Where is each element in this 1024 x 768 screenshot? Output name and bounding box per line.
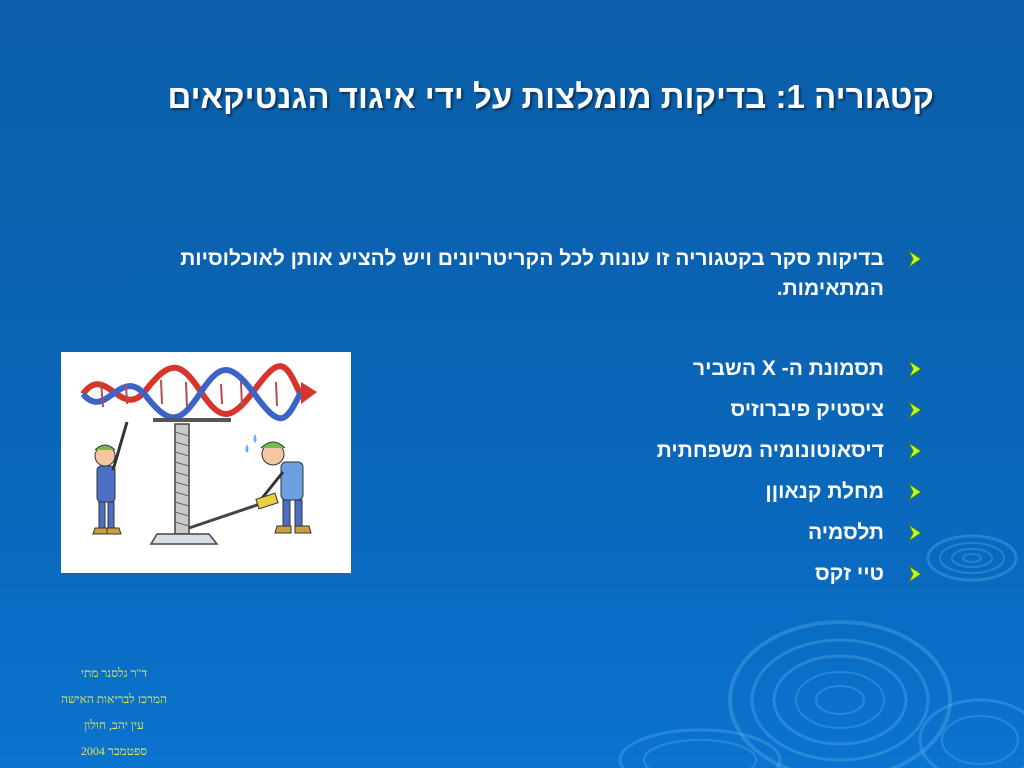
list-item-label: טיי זקס bbox=[814, 562, 884, 585]
list-item bbox=[130, 477, 926, 507]
list-item-label: דיסאוטונומיה משפחתית bbox=[656, 439, 884, 462]
arrow-bullet-icon bbox=[907, 359, 923, 379]
arrow-bullet-icon bbox=[907, 523, 923, 543]
list-item bbox=[130, 518, 926, 548]
footer-location: עין יהב, חולון bbox=[84, 718, 144, 732]
list-item bbox=[130, 395, 926, 425]
footer-author: ד"ר גלסנר מתי bbox=[80, 666, 148, 680]
bullet-list bbox=[130, 244, 926, 600]
footer bbox=[14, 660, 214, 764]
list-item bbox=[130, 559, 926, 589]
list-item bbox=[130, 436, 926, 466]
footer-date: ספטמבר 2004 bbox=[80, 744, 148, 758]
footer-organization: המרכז לבריאות האישה bbox=[61, 692, 167, 706]
arrow-bullet-icon bbox=[907, 564, 923, 584]
arrow-bullet-icon bbox=[907, 441, 923, 461]
list-item-label: תסמונת ה- X השביר bbox=[693, 357, 884, 380]
arrow-bullet-icon bbox=[907, 482, 923, 502]
list-item-label: תלסמיה bbox=[807, 521, 884, 544]
arrow-bullet-icon bbox=[907, 249, 923, 269]
slide-title: קטגוריה 1: בדיקות מומלצות על ידי איגוד הגנטיקאים bbox=[167, 78, 934, 115]
arrow-bullet-icon bbox=[907, 400, 923, 420]
list-item bbox=[130, 354, 926, 384]
list-item-label: ציסטיק פיברוזיס bbox=[730, 398, 884, 421]
list-item-label: מחלת קנאוןן bbox=[765, 480, 884, 503]
list-item bbox=[130, 244, 926, 304]
intro-text: בדיקות סקר בקטגוריה זו עונות לכל הקריטריונים ויש להציע אותן לאוכלוסיות המתאימות. bbox=[180, 247, 884, 300]
